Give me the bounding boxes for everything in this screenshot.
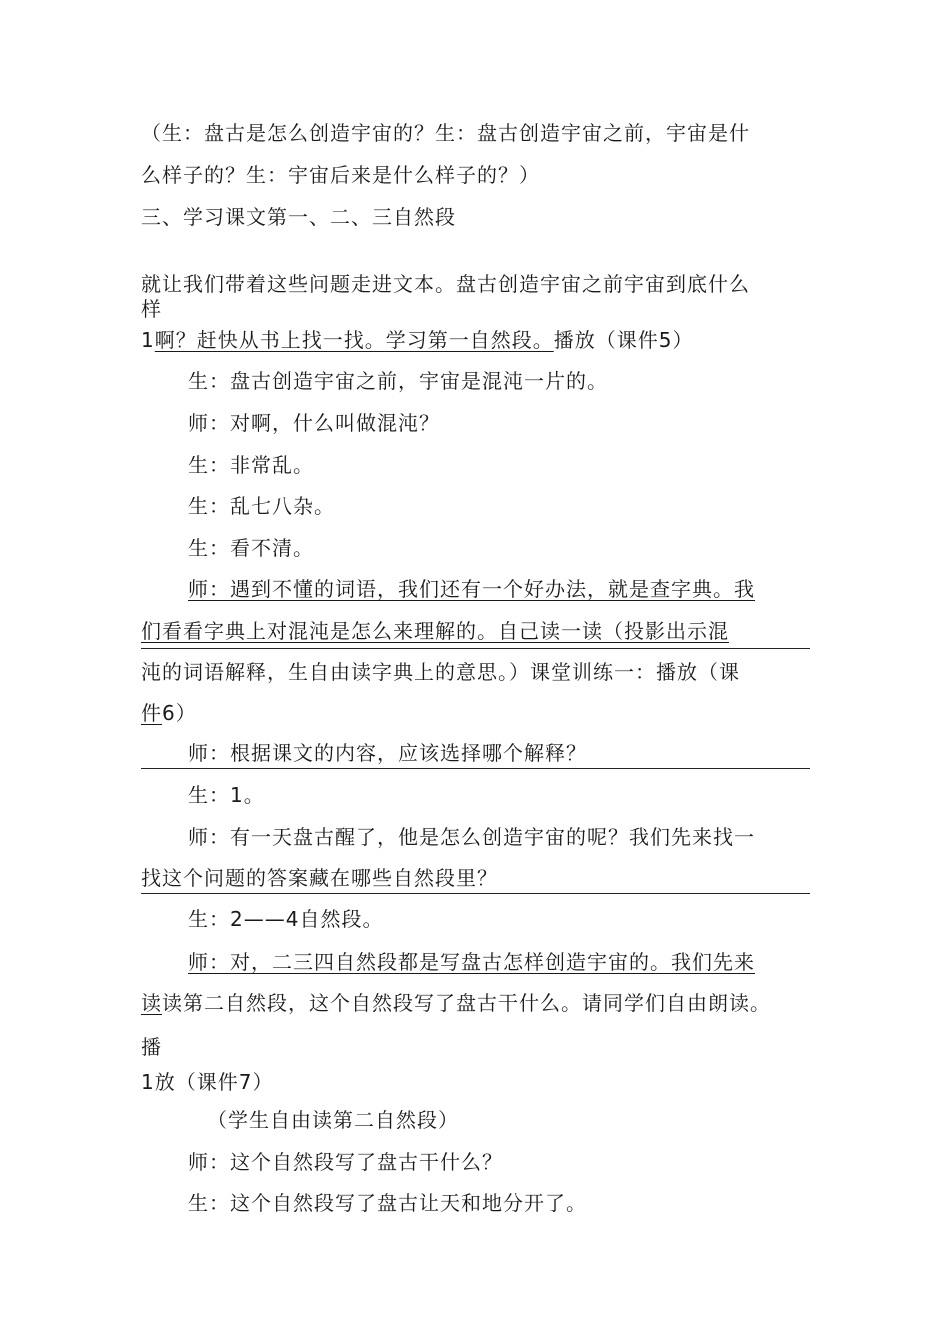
dialogue-line: 生：盘古创造宇宙之前，宇宙是混沌一片的。 (188, 369, 608, 393)
dialogue-line: 生：非常乱。 (188, 453, 314, 477)
text-line: 么样子的？生：宇宙后来是什么样子的？） (141, 163, 540, 187)
horizontal-rule (141, 893, 810, 894)
underlined-text: 件 (141, 701, 162, 725)
underlined-text: 读 (141, 991, 162, 1015)
text-line: 就让我们带着这些问题走进文本。盘古创造宇宙之前宇宙到底什么 (141, 272, 750, 296)
section-heading: 三、学习课文第一、二、三自然段 (141, 205, 456, 229)
text-line: 沌的词语解释，生自由读字典上的意思。）课堂训练一：播放（课 (141, 660, 740, 684)
underlined-text: 我们先来 (671, 950, 755, 974)
dialogue-line: 生：2——4自然段。 (188, 907, 384, 931)
dialogue-line: 生：1。 (188, 783, 265, 807)
text-line: 件6） (141, 701, 197, 725)
text-line: 读读第二自然段，这个自然段写了盘古干什么。请同学们自由朗读。 (141, 991, 771, 1015)
underlined-text: 啊？赶快从书上找一找。学习第一自然段。 (154, 328, 554, 352)
dialogue-line: 师：根据课文的内容，应该选择哪个解释？ (188, 741, 587, 765)
horizontal-rule (141, 768, 810, 769)
underlined-text: 师：遇到不懂的词语，我们还有一个好办法，就是查字典。我 (188, 577, 755, 601)
dialogue-line: 师：对啊，什么叫做混沌？ (188, 411, 440, 435)
dialogue-line (188, 577, 755, 601)
underlined-text: 师：对，二三四自然段都是写盘古怎样创造宇宙的。 (188, 950, 671, 974)
text-line: （生：盘古是怎么创造宇宙的？生：盘古创造宇宙之前，宇宙是什 (141, 121, 750, 145)
horizontal-rule (141, 648, 810, 649)
dialogue-line (188, 950, 755, 974)
dialogue-line: 师：这个自然段写了盘古干什么？ (188, 1150, 503, 1174)
text-line: 播 (141, 1035, 162, 1059)
dialogue-line: 生：看不清。 (188, 536, 314, 560)
underlined-text: 们看看字典上对混沌是怎么来理解的。自己读一读（投影出示混 (141, 619, 729, 643)
dialogue-line: （学生自由读第二自然段） (207, 1108, 459, 1132)
text-line: 1啊？赶快从书上找一找。学习第一自然段。播放（课件5） (141, 328, 694, 352)
text-line: 找这个问题的答案藏在哪些自然段里？ (141, 866, 498, 890)
dialogue-line: 生：乱七八杂。 (188, 494, 335, 518)
dialogue-line: 师：有一天盘古醒了，他是怎么创造宇宙的呢？我们先来找一 (188, 825, 755, 849)
text-line: 1放（课件7） (141, 1070, 274, 1094)
text-line: 样 (141, 297, 162, 321)
text-line (141, 619, 729, 643)
dialogue-line: 生：这个自然段写了盘古让天和地分开了。 (188, 1191, 587, 1215)
